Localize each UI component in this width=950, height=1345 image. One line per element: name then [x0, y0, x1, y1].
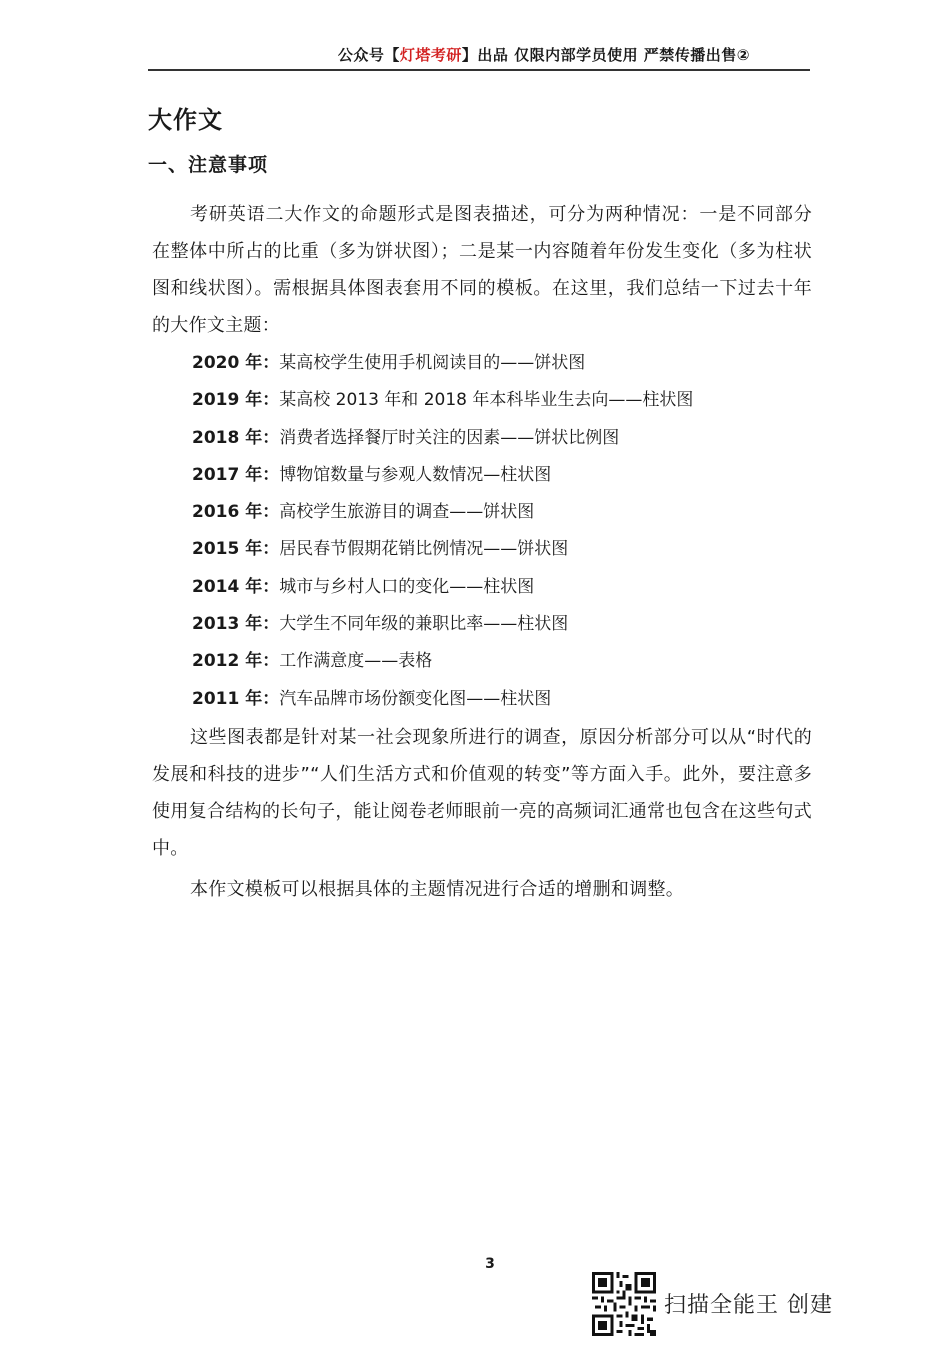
topic-year: 2011 年：: [192, 688, 280, 709]
topic-item: [192, 681, 693, 718]
topic-text: 某高校学生使用手机阅读目的——饼状图: [279, 353, 586, 373]
topic-item: [192, 345, 693, 382]
analysis-paragraph: 这些图表都是针对某一社会现象所进行的调查，原因分析部分可以从“时代的发展和科技的进步”“人们生活方式和价值观的转变”等方面入手。此外，要注意多使用复合结构的长句子，能让阅卷老师眼前一亮的高频词汇通常也包含在这些句式中。: [152, 727, 812, 859]
topic-item: [192, 643, 693, 680]
header-suffix: 】出品 仅限内部学员使用 严禁传播出售②: [461, 46, 750, 64]
topic-year: 2016 年：: [192, 502, 280, 523]
topic-item: [192, 457, 693, 494]
header-divider: [148, 69, 810, 71]
topic-text: 博物馆数量与参观人数情况—柱状图: [279, 464, 552, 485]
header-prefix: 公众号【: [337, 46, 400, 64]
topic-year: 2019 年：: [192, 390, 280, 411]
topic-text: 城市与乡村人口的变化——柱状图: [279, 576, 535, 597]
topic-item: [192, 382, 693, 419]
topic-item: [192, 531, 693, 568]
topic-year: 2018 年：: [192, 427, 280, 448]
topic-year: 2014 年：: [192, 576, 280, 597]
topic-list: [192, 345, 693, 718]
topic-year: 2012 年：: [192, 651, 280, 672]
topic-item: [192, 569, 693, 606]
topic-text: 消费者选择餐厅时关注的因素——饼状比例图: [279, 427, 620, 448]
topic-text: 居民春节假期花销比例情况——饼状图: [279, 539, 569, 560]
topic-item: [192, 494, 693, 531]
intro-paragraph: 考研英语二大作文的命题形式是图表描述，可分为两种情况：一是不同部分在整体中所占的比重（多为饼状图）；二是某一内容随着年份发生变化（多为柱状图和线状图）。需根据具体图表套用不同的模板。在这里，我们总结一下过去十年的大作文主题：: [152, 204, 812, 336]
page-title: 大作文: [148, 106, 223, 134]
topic-text: 某高校 2013 年和 2018 年本科毕业生去向——柱状图: [279, 390, 694, 411]
qr-code-icon: [592, 1272, 656, 1336]
page-number: 3: [485, 1256, 495, 1272]
topic-year: 2015 年：: [192, 539, 280, 560]
section-heading: 一、注意事项: [148, 154, 269, 176]
header-brand: 灯塔考研: [399, 46, 462, 64]
topic-item: [192, 420, 693, 457]
page-header: [148, 44, 810, 65]
closing-paragraph: 本作文模板可以根据具体的主题情况进行合适的增删和调整。: [190, 879, 685, 900]
topic-text: 汽车品牌市场份额变化图——柱状图: [279, 688, 552, 709]
topic-item: [192, 606, 693, 643]
topic-year: 2017 年：: [192, 464, 280, 485]
topic-text: 高校学生旅游目的调查——饼状图: [279, 502, 535, 523]
topic-year: 2013 年：: [192, 614, 280, 635]
scanner-watermark: 扫描全能王 创建: [664, 1293, 833, 1318]
topic-year: 2020 年：: [192, 353, 280, 373]
topic-text: 大学生不同年级的兼职比率——柱状图: [279, 614, 569, 635]
topic-text: 工作满意度——表格: [279, 651, 433, 672]
